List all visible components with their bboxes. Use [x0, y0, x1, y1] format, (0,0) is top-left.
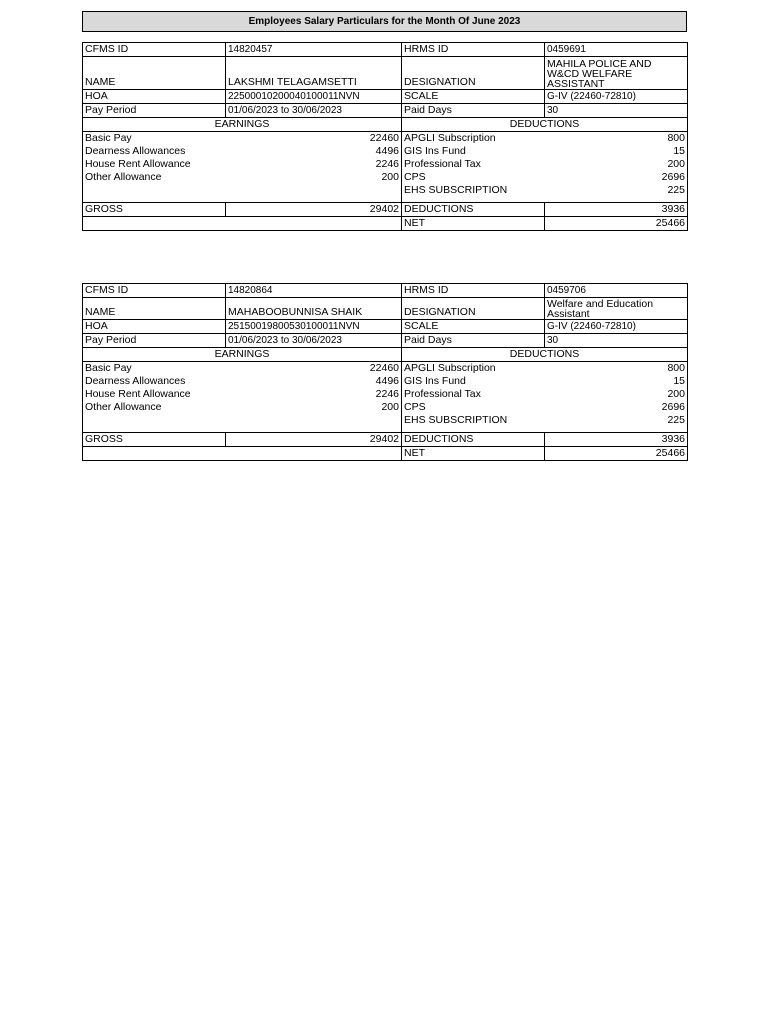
hrms-id-label: HRMS ID: [402, 284, 545, 298]
deduction-label: APGLI Subscription: [402, 132, 545, 146]
table-row: [83, 132, 688, 146]
earning-label: House Rent Allowance: [83, 388, 226, 401]
pay-period-value: 01/06/2023 to 30/06/2023: [226, 104, 402, 118]
paid-days-value: 30: [545, 334, 688, 348]
page-title: Employees Salary Particulars for the Month Of June 2023: [82, 11, 687, 32]
scale-label: SCALE: [402, 320, 545, 334]
gross-row: [83, 203, 688, 217]
hoa-value: 22500010200040100011NVN: [226, 90, 402, 104]
earning-value: 22460: [226, 132, 402, 146]
earning-value: [226, 414, 402, 427]
deduction-label: APGLI Subscription: [402, 362, 545, 376]
section-header-row: [83, 118, 688, 132]
hoa-label: HOA: [83, 320, 226, 334]
earning-value: 200: [226, 171, 402, 184]
pay-period-value: 01/06/2023 to 30/06/2023: [226, 334, 402, 348]
deduction-label: Professional Tax: [402, 158, 545, 171]
gross-value: 29402: [226, 433, 402, 447]
designation-value: Welfare and Education Assistant: [545, 298, 688, 320]
deduction-value: 200: [545, 388, 688, 401]
designation-value: MAHILA POLICE AND W&CD WELFARE ASSISTANT: [545, 57, 688, 90]
cfms-row: [83, 43, 688, 57]
table-row: [83, 158, 688, 171]
paid-days-value: 30: [545, 104, 688, 118]
earning-value: 4496: [226, 375, 402, 388]
designation-label: DESIGNATION: [402, 298, 545, 320]
deductions-total-label: DEDUCTIONS: [402, 433, 545, 447]
net-value: 25466: [545, 447, 688, 461]
earning-value: 2246: [226, 388, 402, 401]
earning-label: Basic Pay: [83, 362, 226, 376]
cfms-id-label: CFMS ID: [83, 284, 226, 298]
deduction-value: 2696: [545, 401, 688, 414]
earning-label: House Rent Allowance: [83, 158, 226, 171]
deduction-value: 800: [545, 362, 688, 376]
earning-value: 22460: [226, 362, 402, 376]
earning-label: Other Allowance: [83, 171, 226, 184]
hrms-id-value: 0459706: [545, 284, 688, 298]
scale-label: SCALE: [402, 90, 545, 104]
gross-label: GROSS: [83, 203, 226, 217]
table-row: [83, 401, 688, 414]
earning-label: Dearness Allowances: [83, 375, 226, 388]
deduction-label: CPS: [402, 401, 545, 414]
table-row: [83, 171, 688, 184]
deductions-header: DEDUCTIONS: [402, 348, 688, 362]
deduction-value: 15: [545, 375, 688, 388]
net-label: NET: [402, 447, 545, 461]
earning-label: [83, 414, 226, 427]
cfms-id-value: 14820864: [226, 284, 402, 298]
pay-period-row: [83, 104, 688, 118]
deduction-label: EHS SUBSCRIPTION: [402, 414, 545, 427]
gross-label: GROSS: [83, 433, 226, 447]
earnings-header: EARNINGS: [83, 348, 402, 362]
cfms-id-value: 14820457: [226, 43, 402, 57]
cfms-id-label: CFMS ID: [83, 43, 226, 57]
hrms-id-label: HRMS ID: [402, 43, 545, 57]
net-blank: [83, 217, 402, 231]
table-row: [83, 145, 688, 158]
hoa-label: HOA: [83, 90, 226, 104]
earning-label: Other Allowance: [83, 401, 226, 414]
table-row: [83, 375, 688, 388]
name-label: NAME: [83, 57, 226, 90]
deduction-value: 800: [545, 132, 688, 146]
paid-days-label: Paid Days: [402, 334, 545, 348]
table-row: [83, 388, 688, 401]
earning-value: 4496: [226, 145, 402, 158]
gross-value: 29402: [226, 203, 402, 217]
net-row: [83, 217, 688, 231]
name-row: [83, 298, 688, 320]
scale-value: G-IV (22460-72810): [545, 90, 688, 104]
deduction-value: 225: [545, 184, 688, 197]
hoa-row: [83, 320, 688, 334]
pay-period-label: Pay Period: [83, 334, 226, 348]
earning-label: [83, 184, 226, 197]
salary-slip-1: [82, 42, 688, 231]
deduction-label: GIS Ins Fund: [402, 375, 545, 388]
hrms-id-value: 0459691: [545, 43, 688, 57]
table-row: [83, 362, 688, 376]
section-header-row: [83, 348, 688, 362]
name-value: LAKSHMI TELAGAMSETTI: [226, 57, 402, 90]
deduction-label: GIS Ins Fund: [402, 145, 545, 158]
earning-value: 2246: [226, 158, 402, 171]
deduction-label: EHS SUBSCRIPTION: [402, 184, 545, 197]
salary-slip-2: [82, 283, 688, 461]
deductions-header: DEDUCTIONS: [402, 118, 688, 132]
table-row: [83, 184, 688, 197]
earning-label: Basic Pay: [83, 132, 226, 146]
name-label: NAME: [83, 298, 226, 320]
deduction-value: 200: [545, 158, 688, 171]
name-row: [83, 57, 688, 90]
scale-value: G-IV (22460-72810): [545, 320, 688, 334]
name-value: MAHABOOBUNNISA SHAIK: [226, 298, 402, 320]
deduction-label: CPS: [402, 171, 545, 184]
deduction-label: Professional Tax: [402, 388, 545, 401]
table-row: [83, 414, 688, 427]
deduction-value: 15: [545, 145, 688, 158]
cfms-row: [83, 284, 688, 298]
hoa-row: [83, 90, 688, 104]
deduction-value: 2696: [545, 171, 688, 184]
deductions-total-value: 3936: [545, 433, 688, 447]
net-blank: [83, 447, 402, 461]
deductions-total-value: 3936: [545, 203, 688, 217]
earning-label: Dearness Allowances: [83, 145, 226, 158]
earning-value: [226, 184, 402, 197]
pay-period-row: [83, 334, 688, 348]
gross-row: [83, 433, 688, 447]
net-label: NET: [402, 217, 545, 231]
pay-period-label: Pay Period: [83, 104, 226, 118]
deduction-value: 225: [545, 414, 688, 427]
hoa-value: 25150019800530100011NVN: [226, 320, 402, 334]
net-row: [83, 447, 688, 461]
deductions-total-label: DEDUCTIONS: [402, 203, 545, 217]
earning-value: 200: [226, 401, 402, 414]
net-value: 25466: [545, 217, 688, 231]
earnings-header: EARNINGS: [83, 118, 402, 132]
designation-label: DESIGNATION: [402, 57, 545, 90]
paid-days-label: Paid Days: [402, 104, 545, 118]
